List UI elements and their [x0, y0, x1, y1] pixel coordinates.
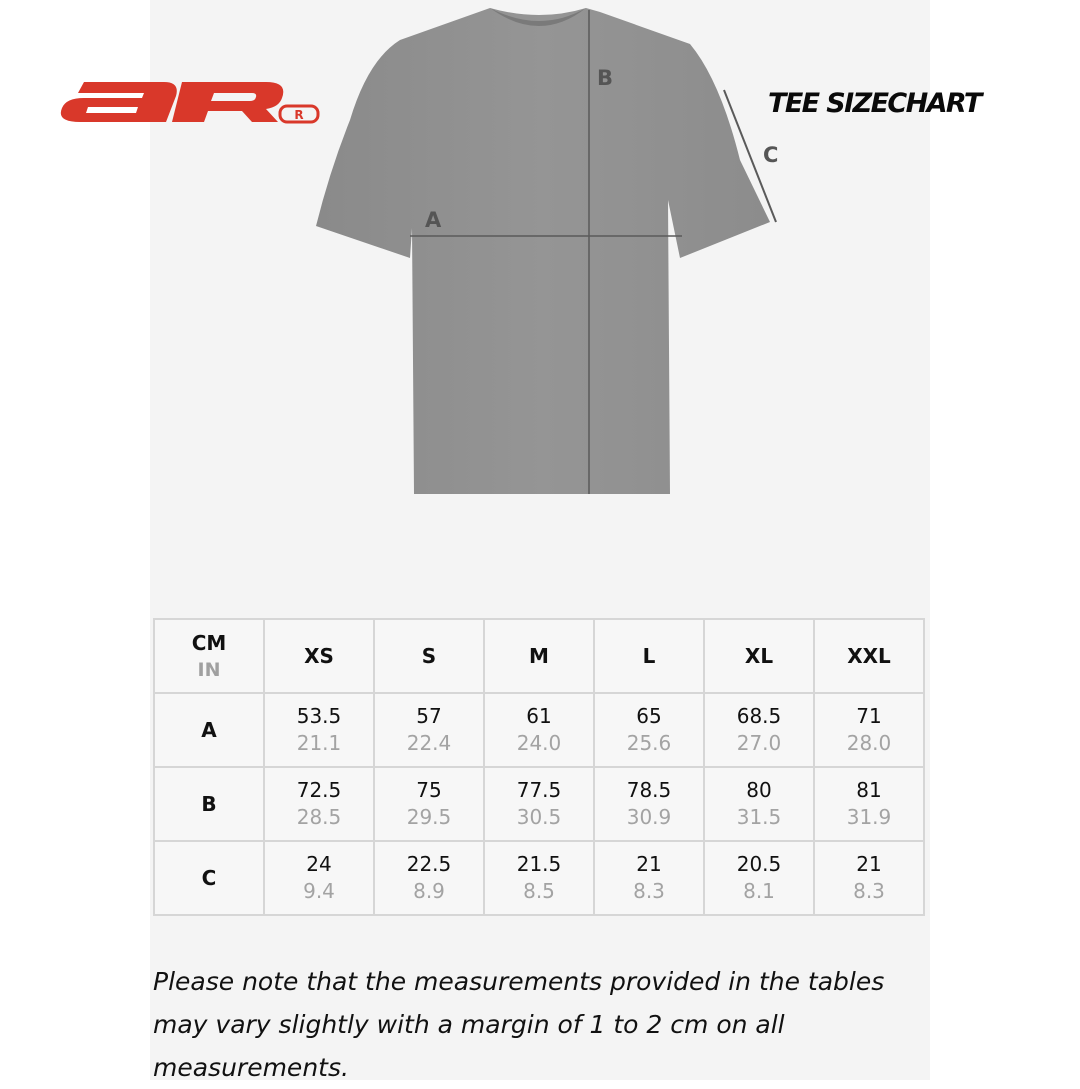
table-cell	[815, 694, 925, 768]
size-table	[153, 618, 925, 916]
table-row	[155, 768, 925, 842]
table-cell	[705, 694, 815, 768]
size-header: L	[595, 620, 705, 694]
in-value: 8.3	[633, 879, 665, 903]
table-cell	[595, 842, 705, 916]
table-row	[155, 694, 925, 768]
in-value: 30.9	[626, 805, 672, 829]
cm-value: 75	[416, 778, 442, 802]
cm-value: 21.5	[516, 852, 562, 876]
in-value: 31.9	[846, 805, 892, 829]
in-value: 28.0	[846, 731, 892, 755]
row-label: B	[155, 768, 265, 842]
cm-value: 68.5	[736, 704, 782, 728]
in-value: 28.5	[296, 805, 342, 829]
cm-value: 21	[636, 852, 662, 876]
cm-value: 65	[636, 704, 662, 728]
table-cell	[595, 694, 705, 768]
cm-value: 24	[306, 852, 332, 876]
measure-label-c: C	[763, 143, 779, 167]
page-title: TEE SIZECHART	[768, 88, 981, 119]
cm-value: 21	[856, 852, 882, 876]
cm-value: 71	[856, 704, 882, 728]
in-value: 31.5	[736, 805, 782, 829]
cm-value: 61	[526, 704, 552, 728]
size-header: XXL	[815, 620, 925, 694]
cm-value: 78.5	[626, 778, 672, 802]
brand-logo	[44, 74, 326, 130]
unit-in-label: IN	[197, 659, 221, 681]
tshirt-body	[316, 8, 770, 494]
table-cell	[375, 768, 485, 842]
measure-label-b: B	[597, 66, 614, 90]
table-cell	[815, 768, 925, 842]
size-header: XS	[265, 620, 375, 694]
cm-value: 80	[746, 778, 772, 802]
size-header: XL	[705, 620, 815, 694]
table-cell	[265, 768, 375, 842]
in-value: 8.5	[523, 879, 555, 903]
cm-value: 72.5	[296, 778, 342, 802]
in-value: 22.4	[406, 731, 452, 755]
in-value: 24.0	[516, 731, 562, 755]
unit-cm-label: CM	[191, 631, 227, 655]
size-header: S	[375, 620, 485, 694]
in-value: 25.6	[626, 731, 672, 755]
registered-mark: R	[294, 108, 304, 122]
table-cell	[265, 694, 375, 768]
in-value: 8.9	[413, 879, 445, 903]
row-label: A	[155, 694, 265, 768]
table-cell	[485, 842, 595, 916]
measure-label-a: A	[425, 208, 442, 232]
row-label: C	[155, 842, 265, 916]
in-value: 9.4	[303, 879, 335, 903]
in-value: 8.1	[743, 879, 775, 903]
cm-value: 22.5	[406, 852, 452, 876]
tshirt-diagram	[300, 0, 800, 510]
cm-value: 53.5	[296, 704, 342, 728]
cm-value: 77.5	[516, 778, 562, 802]
in-value: 27.0	[736, 731, 782, 755]
table-cell	[265, 842, 375, 916]
in-value: 8.3	[853, 879, 885, 903]
table-cell	[485, 768, 595, 842]
table-cell	[375, 694, 485, 768]
table-cell	[705, 768, 815, 842]
cm-value: 57	[416, 704, 442, 728]
cm-value: 81	[856, 778, 882, 802]
table-cell	[705, 842, 815, 916]
in-value: 30.5	[516, 805, 562, 829]
in-value: 21.1	[296, 731, 342, 755]
table-cell	[595, 768, 705, 842]
cm-value: 20.5	[736, 852, 782, 876]
table-cell	[815, 842, 925, 916]
table-header-row	[155, 620, 925, 694]
table-cell	[485, 694, 595, 768]
size-header: M	[485, 620, 595, 694]
table-row	[155, 842, 925, 916]
in-value: 29.5	[406, 805, 452, 829]
table-cell	[375, 842, 485, 916]
unit-header-cell	[155, 620, 265, 694]
measurement-note: Please note that the measurements provided in the tables may vary slightly with a margin of 1 to 2 cm on all measurements.	[153, 967, 885, 1082]
